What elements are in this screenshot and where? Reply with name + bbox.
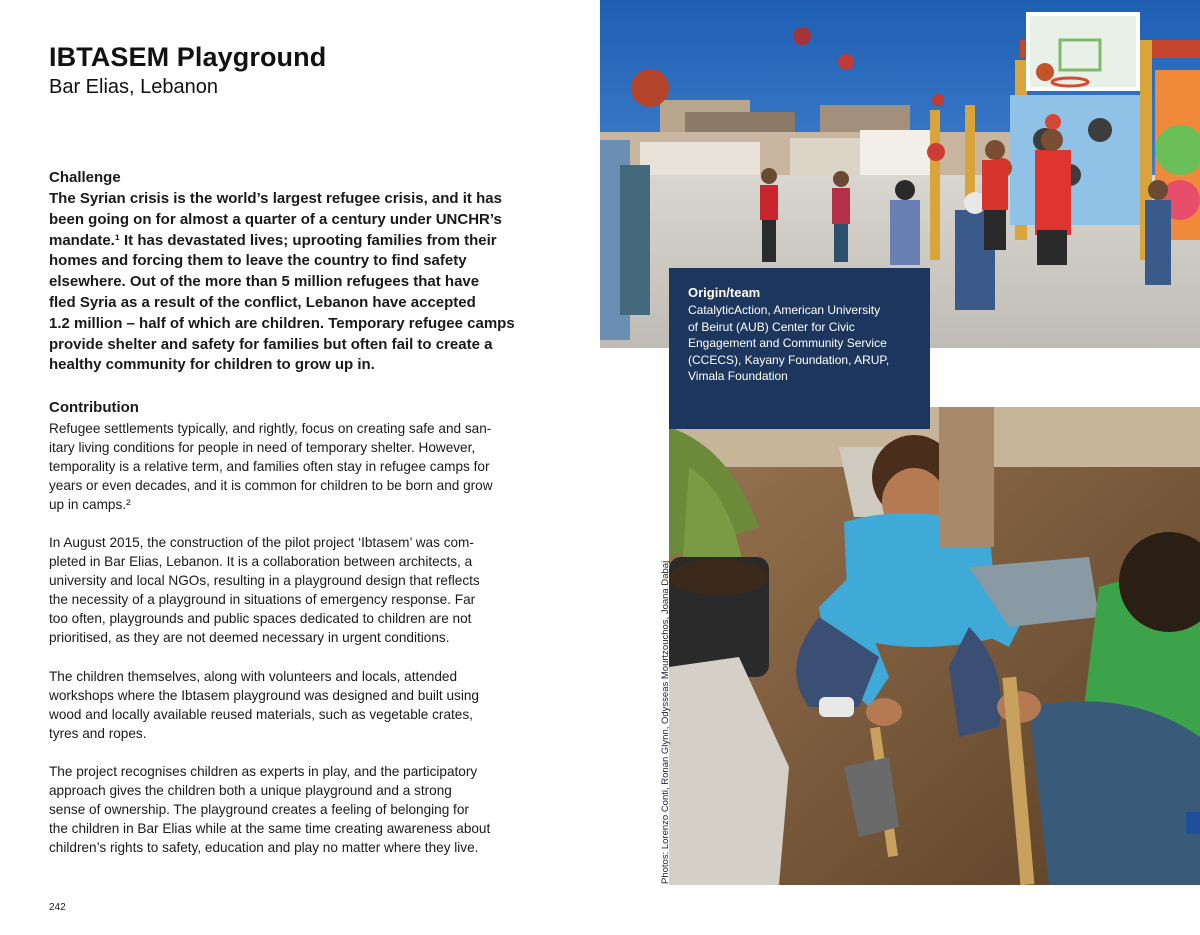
contribution-paragraph-4 [49, 762, 533, 857]
challenge-line: homes and forcing them to leave the country to find safety [49, 252, 467, 270]
children-gardening-photo [669, 407, 1200, 885]
challenge-line: 1.2 million – half of which are children. Temporary refugee camps [49, 314, 515, 332]
paragraph-line: workshops where the Ibtasem playground was designed and built using [49, 688, 479, 703]
contribution-paragraph-3 [49, 667, 533, 743]
contribution-paragraph-2 [49, 533, 533, 647]
origin-line: (CCECS), Kayany Foundation, ARUP, [688, 352, 890, 367]
origin-line: Engagement and Community Service [688, 336, 887, 351]
paragraph-line: wood and locally available reused materials, such as vegetable crates, [49, 707, 473, 722]
challenge-line: provide shelter and safety for families but often fail to create a [49, 335, 493, 353]
page-title: IBTASEM Playground [49, 42, 327, 72]
origin-team-heading: Origin/team [688, 285, 761, 300]
paragraph-line: university and local NGOs, resulting in a playground design that reflects [49, 573, 480, 588]
paragraph-line: years or even decades, and it is common for children to be born and grow [49, 478, 493, 493]
challenge-line: The Syrian crisis is the world’s largest refugee crisis, and it has [49, 190, 502, 207]
paragraph-line: the children in Bar Elias while at the same time creating awareness about [49, 821, 491, 836]
paragraph-line: The project recognises children as experts in play, and the participatory [49, 764, 478, 779]
paragraph-line: Refugee settlements typically, and rightly, focus on creating safe and san- [49, 421, 492, 436]
origin-line: CatalyticAction, American University [688, 303, 881, 317]
page-number: 242 [49, 902, 66, 913]
paragraph-line: children’s rights to safety, education and play no matter where they live. [49, 840, 479, 855]
paragraph-line: approach gives the children both a unique playground and a strong [49, 783, 452, 798]
challenge-line: elsewhere. Out of the more than 5 million refugees that have [49, 273, 480, 291]
photo-credits: Photos: Lorenzo Conti, Ronan Glynn, Odysseas Mourtzouchos, Joana Dabaj [660, 560, 671, 884]
paragraph-line: In August 2015, the construction of the pilot project ‘Ibtasem’ was com- [49, 535, 474, 550]
paragraph-line: pleted in Bar Elias, Lebanon. It is a collaboration between architects, a [49, 554, 473, 569]
contribution-heading: Contribution [49, 399, 139, 416]
origin-team-box [669, 268, 930, 429]
page-subtitle: Bar Elias, Lebanon [49, 76, 219, 98]
challenge-heading: Challenge [49, 169, 121, 186]
paragraph-line: up in camps.² [49, 497, 131, 512]
challenge-line: mandate.¹ It has devastated lives; uprooting families from their [49, 231, 497, 249]
origin-line: Vimala Foundation [688, 369, 788, 384]
origin-team-text [688, 302, 910, 385]
challenge-line: fled Syria as a result of the conflict, Lebanon have accepted [49, 293, 476, 311]
paragraph-line: prioritised, as they are not deemed necessary in urgent conditions. [49, 630, 450, 645]
paragraph-line: too often, playgrounds and public spaces dedicated to children are not [49, 611, 472, 626]
challenge-text [49, 189, 529, 376]
challenge-line: healthy community for children to grow up in. [49, 356, 375, 374]
paragraph-line: temporality is a relative term, and families often stay in refugee camps for [49, 459, 490, 474]
origin-line: of Beirut (AUB) Center for Civic [688, 319, 855, 334]
paragraph-line: the necessity of a playground in situations of emergency response. Far [49, 592, 476, 607]
paragraph-line: itary living conditions for people in need of temporary shelter. However, [49, 440, 476, 455]
paragraph-line: tyres and ropes. [49, 726, 147, 741]
challenge-line: been going on for almost a quarter of a century under UNCHR’s [49, 210, 502, 228]
paragraph-line: sense of ownership. The playground creates a feeling of belonging for [49, 802, 469, 817]
contribution-paragraph-1 [49, 419, 533, 514]
paragraph-line: The children themselves, along with volunteers and locals, attended [49, 669, 458, 684]
